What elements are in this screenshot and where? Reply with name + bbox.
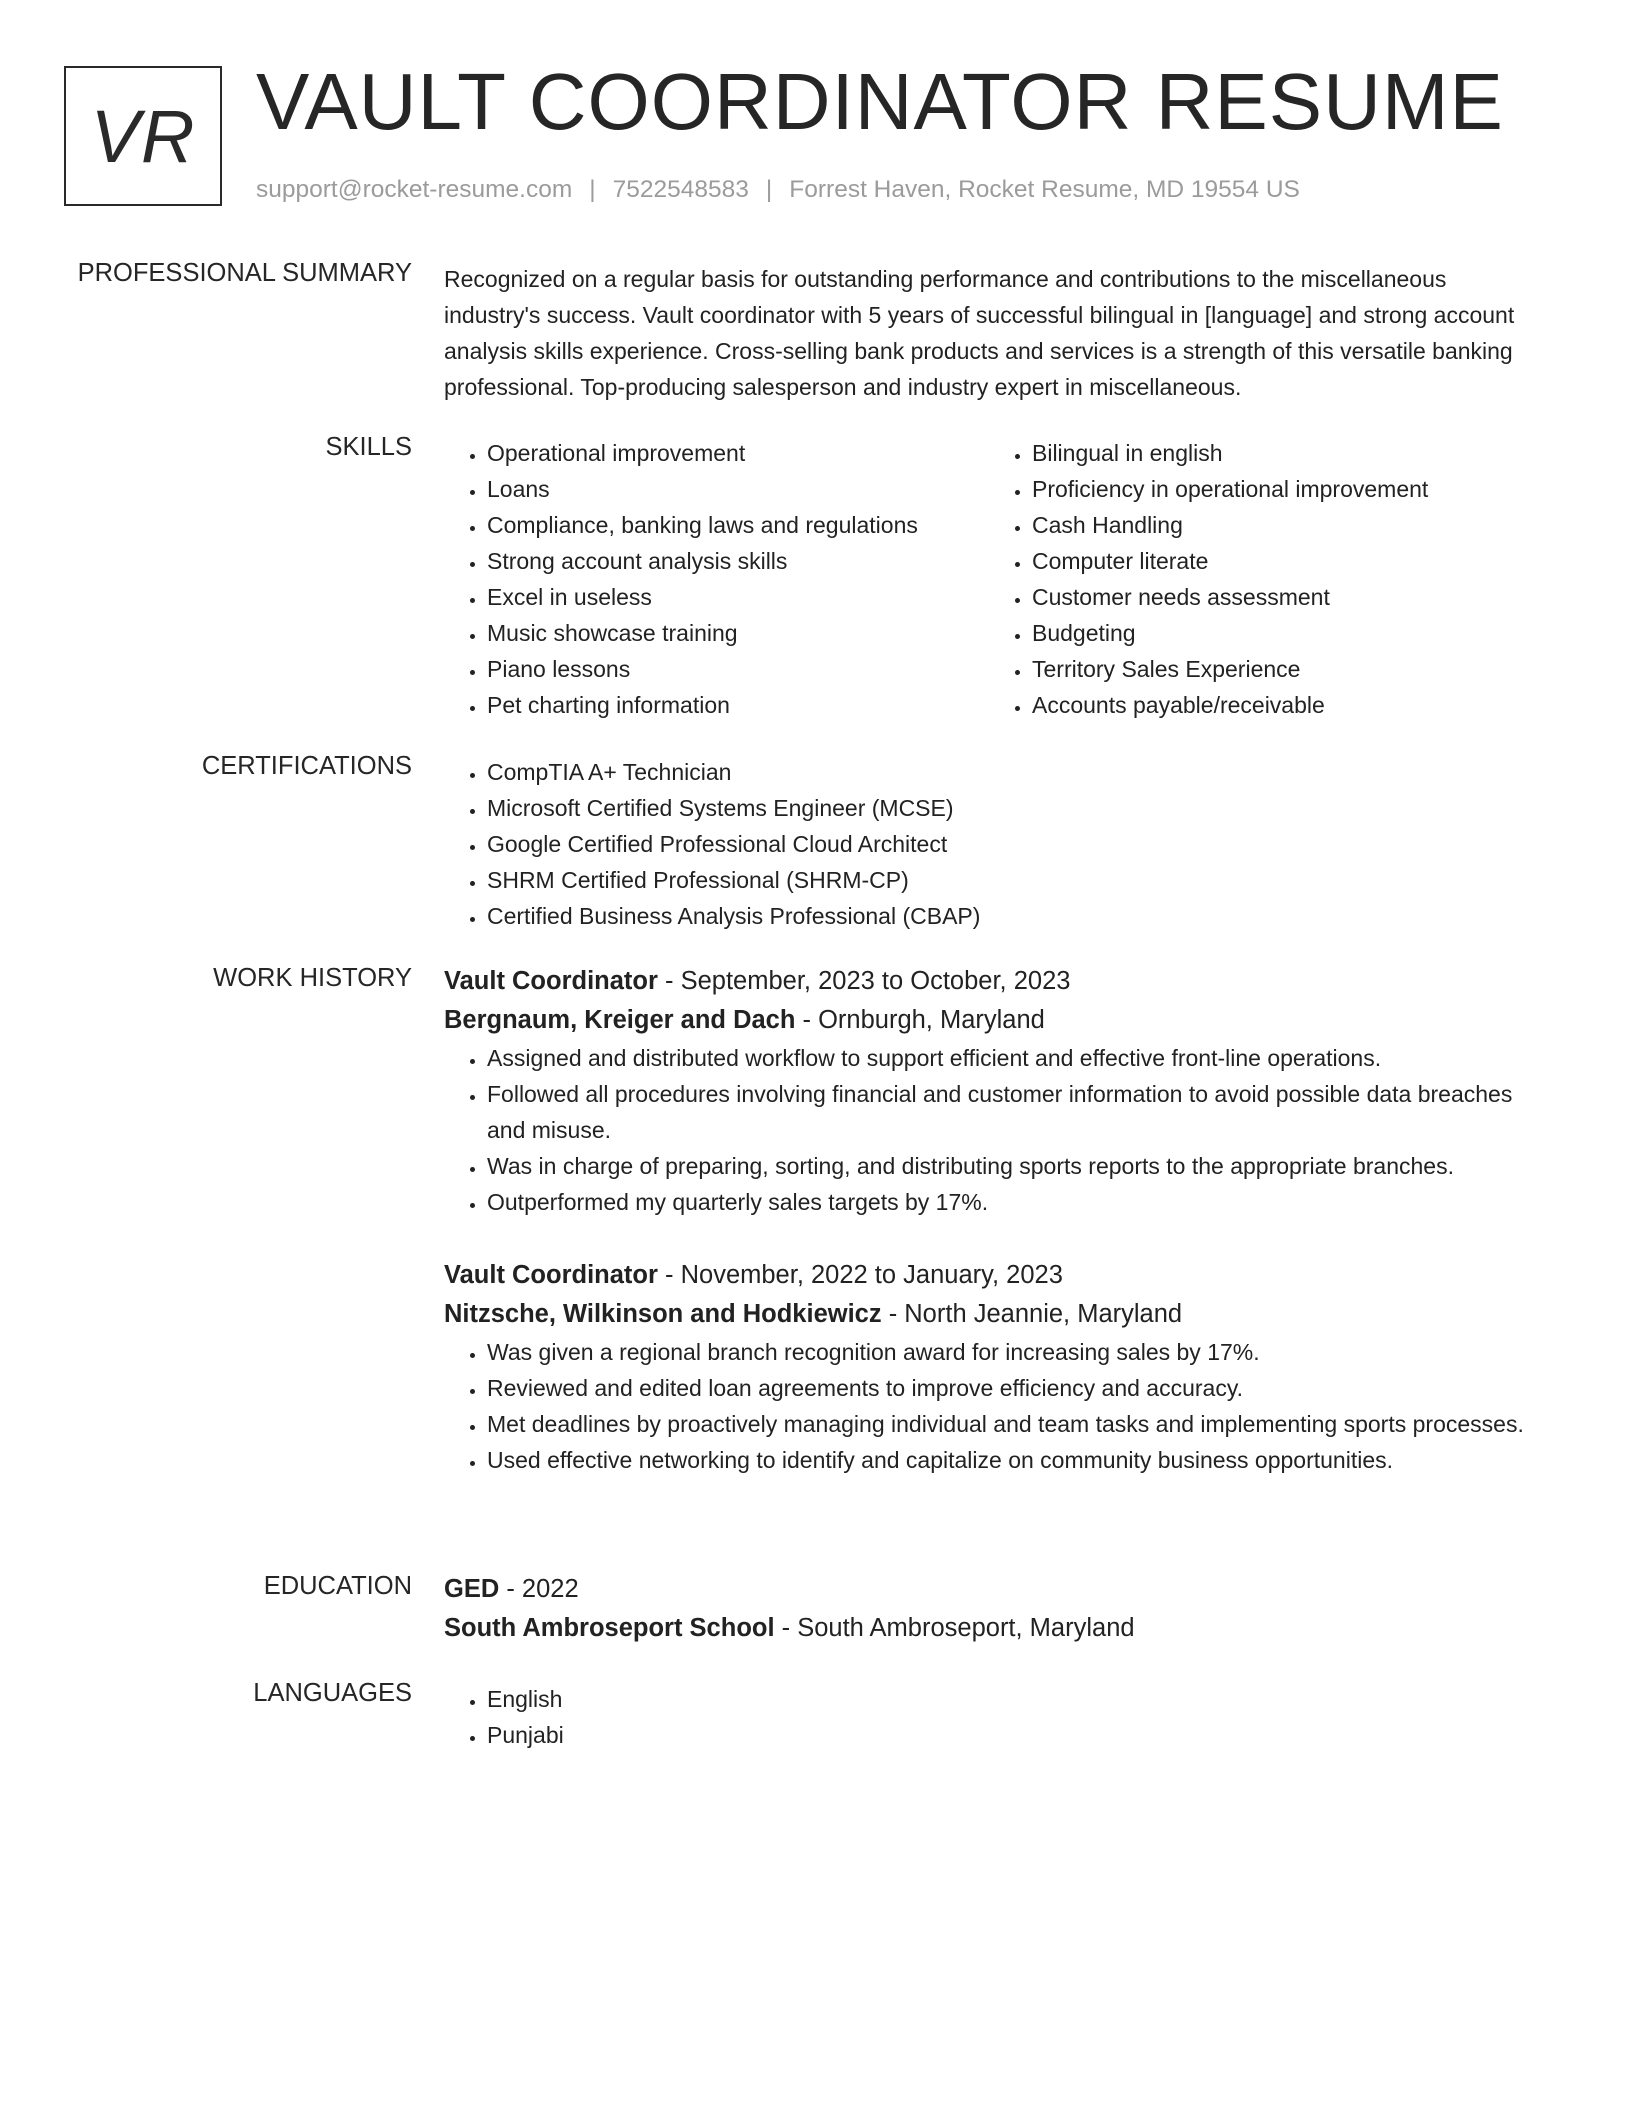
contact-separator: | (589, 176, 596, 203)
job-location: - North Jeannie, Maryland (881, 1300, 1183, 1328)
skills-list-right (989, 435, 1534, 723)
skill-item: • Customer needs assessment (1032, 579, 1534, 615)
job-bullet: • Reviewed and edited loan agreements to improve efficiency and accuracy. (487, 1370, 1534, 1406)
job-location: - Ornburgh, Maryland (795, 1006, 1045, 1034)
job-dates: - November, 2022 to January, 2023 (657, 1261, 1063, 1289)
education-body (444, 1570, 1534, 1648)
education-degree: GED (444, 1575, 500, 1603)
skill-item: • Cash Handling (1032, 507, 1534, 543)
job-bullet: • Used effective networking to identify and capitalize on community business opportunities. (487, 1442, 1534, 1478)
summary-body (444, 261, 1534, 405)
certification-item: • Certified Business Analysis Professional (CBAP) (487, 898, 1534, 934)
skill-item: • Compliance, banking laws and regulations (487, 507, 989, 543)
contact-address: Forrest Haven, Rocket Resume, MD 19554 US (789, 176, 1300, 203)
job-entry (444, 962, 1534, 1220)
skill-item: • Excel in useless (487, 579, 989, 615)
certification-item: • CompTIA A+ Technician (487, 754, 1534, 790)
certification-item: • Microsoft Certified Systems Engineer (MCSE) (487, 790, 1534, 826)
skill-item: • Loans (487, 471, 989, 507)
job-bullet: • Was given a regional branch recognition award for increasing sales by 17%. (487, 1334, 1534, 1370)
job-entry (444, 1256, 1534, 1478)
summary-text: Recognized on a regular basis for outstanding performance and contributions to the miscellaneous industry's success. Vault coordinator with 5 years of successful bilingual in [language] and strong account analysis skills experience. Cross-selling bank products and services is a strength of this versatile banking professional. Top-producing salesperson and industry expert in miscellaneous. (444, 266, 1515, 400)
skill-item: • Accounts payable/receivable (1032, 687, 1534, 723)
section-label-summary: PROFESSIONAL SUMMARY (77, 259, 412, 287)
section-label-certifications: CERTIFICATIONS (201, 752, 412, 780)
job-bullets (444, 1040, 1534, 1220)
language-item: • English (487, 1681, 1534, 1717)
job-company: Nitzsche, Wilkinson and Hodkiewicz (444, 1300, 882, 1328)
skill-item: • Computer literate (1032, 543, 1534, 579)
education-school: South Ambroseport School (444, 1614, 775, 1642)
skill-item: • Pet charting information (487, 687, 989, 723)
job-dates: - September, 2023 to October, 2023 (657, 967, 1071, 995)
education-school-line (444, 1609, 1534, 1648)
education-year: - 2022 (499, 1575, 579, 1603)
contact-separator: | (765, 176, 773, 203)
contact-phone[interactable]: 7522548583 (612, 176, 749, 203)
skill-item: • Music showcase training (487, 615, 989, 651)
language-item: • Punjabi (487, 1717, 1534, 1753)
skill-item: • Bilingual in english (1032, 435, 1534, 471)
job-company-line (444, 1001, 1534, 1040)
job-bullet: • Met deadlines by proactively managing individual and team tasks and implementing sports processes. (487, 1406, 1534, 1442)
section-label-education: EDUCATION (263, 1572, 412, 1600)
skill-item: • Proficiency in operational improvement (1032, 471, 1534, 507)
monogram-initials: VR (90, 94, 196, 178)
certification-item: • SHRM Certified Professional (SHRM-CP) (487, 862, 1534, 898)
job-company-line (444, 1295, 1534, 1334)
skills-list-left (444, 435, 989, 723)
job-title: Vault Coordinator (444, 967, 658, 995)
job-title-line (444, 1256, 1534, 1295)
skill-item: • Territory Sales Experience (1032, 651, 1534, 687)
certifications-list (444, 754, 1534, 934)
job-bullet: • Was in charge of preparing, sorting, and distributing sports reports to the appropriate branches. (487, 1148, 1534, 1184)
job-bullet: • Outperformed my quarterly sales targets by 17%. (487, 1184, 1534, 1220)
section-label-languages: LANGUAGES (253, 1679, 412, 1707)
contact-email[interactable]: support@rocket-resume.com (256, 176, 573, 203)
skill-item: • Strong account analysis skills (487, 543, 989, 579)
job-title: Vault Coordinator (444, 1261, 658, 1289)
education-location: - South Ambroseport, Maryland (774, 1614, 1135, 1642)
skill-item: • Budgeting (1032, 615, 1534, 651)
skills-body (444, 435, 1534, 723)
job-bullets (444, 1334, 1534, 1478)
job-bullet: • Followed all procedures involving financial and customer information to avoid possible data breaches and misuse. (487, 1076, 1534, 1148)
certification-item: • Google Certified Professional Cloud Architect (487, 826, 1534, 862)
section-label-skills: SKILLS (325, 433, 412, 461)
languages-body (444, 1681, 1534, 1753)
skill-item: • Piano lessons (487, 651, 989, 687)
section-label-work-history: WORK HISTORY (213, 964, 412, 992)
job-title-line (444, 962, 1534, 1001)
contact-line (256, 176, 1300, 204)
work-history-body (444, 962, 1534, 1514)
resume-title: VAULT COORDINATOR RESUME (256, 57, 1504, 146)
job-company: Bergnaum, Kreiger and Dach (444, 1006, 796, 1034)
skill-item: • Operational improvement (487, 435, 989, 471)
education-degree-line (444, 1570, 1534, 1609)
job-bullet: • Assigned and distributed workflow to support efficient and effective front-line operations. (487, 1040, 1534, 1076)
languages-list (444, 1681, 1534, 1753)
certifications-body (444, 754, 1534, 934)
monogram-logo (64, 66, 222, 206)
